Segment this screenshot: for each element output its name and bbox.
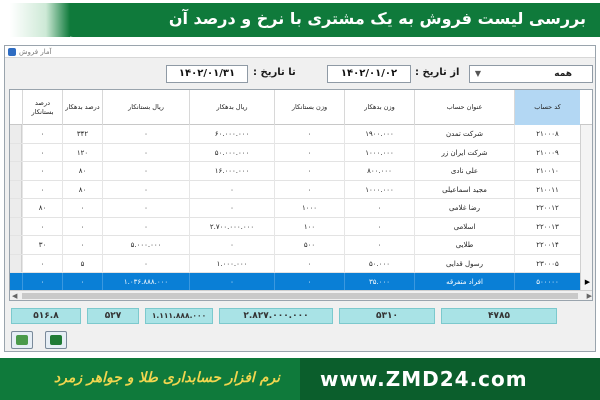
cell-rial-credit[interactable]: ۰: [102, 218, 189, 237]
col-header-rial-credit[interactable]: ریال بستانکار: [102, 90, 189, 125]
excel-export-button[interactable]: [45, 331, 67, 349]
cell-account-code[interactable]: ۲۳۰۰۰۵: [514, 255, 580, 274]
table-row[interactable]: [10, 273, 593, 292]
top-banner: [55, 3, 600, 37]
row-header[interactable]: [580, 162, 593, 181]
cell-rial-debit[interactable]: ۱۶.۰۰۰.۰۰۰: [189, 162, 274, 181]
banner-decoration: [10, 3, 70, 37]
brand-text: نرم افزار حسابداری طلا و جواهر زمرد: [53, 370, 280, 386]
cell-rial-credit[interactable]: ۰: [102, 255, 189, 274]
cell-weight-debit[interactable]: ۳۵.۰۰۰: [344, 273, 414, 292]
app-icon: [8, 48, 16, 56]
row-header[interactable]: [580, 144, 593, 163]
total-rial-credit: ۱.۱۱۱.۸۸۸.۰۰۰: [145, 308, 213, 324]
cell-pct-credit[interactable]: ۰: [22, 125, 62, 144]
cell-account-title[interactable]: مجید اسماعیلی: [414, 181, 514, 200]
cell-rial-debit[interactable]: ۰: [189, 199, 274, 218]
table-row[interactable]: [10, 236, 593, 255]
row-header[interactable]: [580, 236, 593, 255]
cell-weight-credit[interactable]: ۵۰۰: [274, 236, 344, 255]
row-header[interactable]: [580, 199, 593, 218]
total-weight-debit: ۴۷۸۵: [441, 308, 557, 324]
cell-account-title[interactable]: افراد متفرقه: [414, 273, 514, 292]
total-pct-credit: ۵۱۶.۸: [11, 308, 81, 324]
cell-pct-credit[interactable]: ۰: [22, 255, 62, 274]
table-row[interactable]: [10, 218, 593, 237]
cell-pct-credit[interactable]: ۰: [22, 218, 62, 237]
cell-account-title[interactable]: علی نادی: [414, 162, 514, 181]
cell-account-title[interactable]: رضا غلامی: [414, 199, 514, 218]
row-header[interactable]: ▶: [580, 273, 593, 292]
cell-rial-credit[interactable]: ۰: [102, 144, 189, 163]
window-titlebar: [5, 46, 595, 58]
row-header[interactable]: [580, 181, 593, 200]
cell-rial-debit[interactable]: ۶۰.۰۰۰.۰۰۰: [189, 125, 274, 144]
to-date-field[interactable]: ۱۴۰۲/۰۱/۳۱: [166, 65, 248, 83]
cell-pct-debit[interactable]: ۱۲۰: [62, 144, 102, 163]
cell-weight-credit[interactable]: ۰: [274, 181, 344, 200]
from-date-label: از تاریخ :: [415, 67, 460, 78]
cell-rial-credit[interactable]: ۱.۰۳۶.۸۸۸.۰۰۰: [102, 273, 189, 292]
table-row[interactable]: [10, 181, 593, 200]
cell-weight-credit[interactable]: ۰: [274, 255, 344, 274]
col-header-account-title[interactable]: عنوان حساب: [414, 90, 514, 125]
cell-account-code[interactable]: ۲۲۰۰۱۴: [514, 236, 580, 255]
to-date-label: تا تاریخ :: [253, 67, 296, 78]
cell-rial-debit[interactable]: ۰: [189, 181, 274, 200]
cell-pct-debit[interactable]: ۳۴۲: [62, 125, 102, 144]
cell-weight-debit[interactable]: ۰: [344, 199, 414, 218]
cell-rial-credit[interactable]: ۰: [102, 181, 189, 200]
cell-rial-debit[interactable]: ۰: [189, 236, 274, 255]
sales-grid[interactable]: [9, 89, 593, 301]
account-select[interactable]: [469, 65, 593, 83]
cell-rial-credit[interactable]: ۰: [102, 199, 189, 218]
cell-pct-credit[interactable]: ۰: [22, 144, 62, 163]
cell-account-title[interactable]: طلایی: [414, 236, 514, 255]
cell-rial-credit[interactable]: ۰: [102, 125, 189, 144]
total-pct-debit: ۵۲۷: [87, 308, 139, 324]
cell-pct-debit[interactable]: ۸۰: [62, 162, 102, 181]
sales-stats-window: [4, 45, 596, 352]
cell-weight-debit[interactable]: ۰: [344, 236, 414, 255]
cell-pct-credit[interactable]: ۰: [22, 162, 62, 181]
print-button[interactable]: [11, 331, 33, 349]
cell-account-code[interactable]: ۲۱۰۰۱۰: [514, 162, 580, 181]
window-title: آمار فروش: [19, 48, 52, 56]
website-link[interactable]: www.ZMD24.com: [320, 367, 528, 391]
col-header-weight-debit[interactable]: وزن بدهکار: [344, 90, 414, 125]
cell-account-title[interactable]: شرکت تمدن: [414, 125, 514, 144]
cell-pct-credit[interactable]: ۰: [22, 273, 62, 292]
col-header-rial-debit[interactable]: ریال بدهکار: [189, 90, 274, 125]
cell-rial-debit[interactable]: ۱.۰۰۰.۰۰۰: [189, 255, 274, 274]
scroll-left-icon[interactable]: ◀: [12, 292, 18, 300]
cell-weight-debit[interactable]: ۰: [344, 218, 414, 237]
cell-pct-debit[interactable]: ۸۰: [62, 181, 102, 200]
cell-rial-debit[interactable]: ۵۰.۰۰۰.۰۰۰: [189, 144, 274, 163]
cell-account-title[interactable]: شرکت ایران زر: [414, 144, 514, 163]
table-row[interactable]: [10, 125, 593, 144]
scrollbar-thumb[interactable]: [22, 293, 578, 299]
cell-pct-debit[interactable]: ۰: [62, 236, 102, 255]
cell-pct-debit[interactable]: ۰: [62, 199, 102, 218]
total-rial-debit: ۲.۸۲۷.۰۰۰.۰۰۰: [219, 308, 333, 324]
cell-account-code[interactable]: ۲۲۰۰۱۳: [514, 218, 580, 237]
chevron-down-icon[interactable]: ▼: [474, 69, 482, 78]
cell-pct-credit[interactable]: ۰: [22, 181, 62, 200]
row-header[interactable]: [580, 218, 593, 237]
col-header-pct-credit[interactable]: درصد بستانکار: [22, 90, 62, 125]
table-row[interactable]: [10, 255, 593, 274]
cell-pct-credit[interactable]: ۳۰: [22, 236, 62, 255]
cell-account-code[interactable]: ۵۰۰۰۰۰: [514, 273, 580, 292]
col-header-account-code[interactable]: کد حساب: [514, 90, 580, 125]
cell-account-code[interactable]: ۲۲۰۰۱۲: [514, 199, 580, 218]
row-header[interactable]: [580, 255, 593, 274]
cell-pct-credit[interactable]: ۸۰: [22, 199, 62, 218]
cell-pct-debit[interactable]: ۰: [62, 273, 102, 292]
cell-account-title[interactable]: اسلامی: [414, 218, 514, 237]
from-date-field[interactable]: ۱۴۰۲/۰۱/۰۲: [327, 65, 411, 83]
cell-rial-credit[interactable]: ۵.۰۰۰.۰۰۰: [102, 236, 189, 255]
cell-weight-debit[interactable]: ۵۰.۰۰۰: [344, 255, 414, 274]
cell-weight-credit[interactable]: ۰: [274, 144, 344, 163]
banner-title: بررسی لیست فروش به یک مشتری با نرخ و درصد آن: [168, 9, 586, 28]
table-row[interactable]: [10, 162, 593, 181]
scroll-right-icon[interactable]: ▶: [586, 292, 592, 300]
cell-account-code[interactable]: ۲۱۰۰۰۸: [514, 125, 580, 144]
cell-rial-debit[interactable]: ۰: [189, 273, 274, 292]
cell-rial-credit[interactable]: ۰: [102, 162, 189, 181]
table-row[interactable]: [10, 199, 593, 218]
cell-pct-debit[interactable]: ۰: [62, 218, 102, 237]
account-select-value: همه: [554, 69, 572, 79]
cell-weight-credit[interactable]: ۱۰۰: [274, 218, 344, 237]
cell-rial-debit[interactable]: ۲.۷۰۰.۰۰۰.۰۰۰: [189, 218, 274, 237]
table-row[interactable]: [10, 144, 593, 163]
printer-icon: [16, 335, 28, 345]
cell-weight-credit[interactable]: ۰: [274, 125, 344, 144]
cell-weight-debit[interactable]: ۱۹۰۰.۰۰۰: [344, 125, 414, 144]
row-header[interactable]: [580, 125, 593, 144]
horizontal-scrollbar[interactable]: [10, 290, 593, 300]
cell-weight-debit[interactable]: ۱۰۰۰.۰۰۰: [344, 181, 414, 200]
cell-weight-credit[interactable]: ۱۰۰۰: [274, 199, 344, 218]
cell-weight-debit[interactable]: ۱۰۰۰.۰۰۰: [344, 144, 414, 163]
excel-icon: [50, 335, 62, 345]
total-weight-credit: ۵۳۱۰: [339, 308, 435, 324]
cell-account-title[interactable]: رسول قدایی: [414, 255, 514, 274]
footer-banner: [0, 358, 600, 400]
col-header-pct-debit[interactable]: درصد بدهکار: [62, 90, 102, 125]
cell-account-code[interactable]: ۲۱۰۰۰۹: [514, 144, 580, 163]
cell-weight-credit[interactable]: ۰: [274, 162, 344, 181]
grid-header-row: [10, 90, 593, 125]
cell-weight-credit[interactable]: ۰: [274, 273, 344, 292]
cell-weight-debit[interactable]: ۸۰۰.۰۰۰: [344, 162, 414, 181]
cell-pct-debit[interactable]: ۵: [62, 255, 102, 274]
col-header-weight-credit[interactable]: وزن بستانکار: [274, 90, 344, 125]
cell-account-code[interactable]: ۲۱۰۰۱۱: [514, 181, 580, 200]
